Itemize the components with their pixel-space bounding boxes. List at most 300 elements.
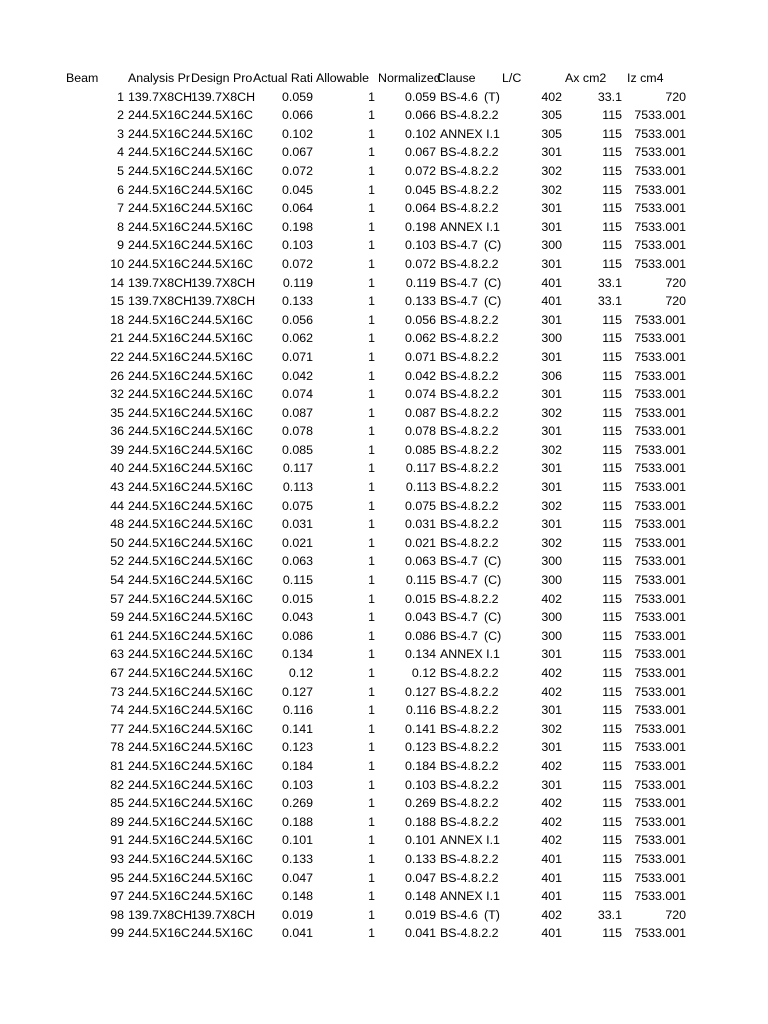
table-row	[0, 348, 768, 367]
cell-design-property: 244.5X16C	[191, 405, 254, 420]
cell-clause: BS-4.8.2.2	[440, 851, 499, 866]
cell-analysis-property: 244.5X16C	[128, 442, 191, 457]
cell-allowable: 1	[368, 554, 375, 569]
cell-beam: 67	[110, 666, 124, 680]
cell-beam: 77	[110, 721, 124, 736]
cell-analysis-property: 139.7X8CH	[128, 89, 193, 104]
header-row	[0, 69, 768, 88]
cell-analysis-property: 244.5X16C	[128, 349, 191, 364]
cell-clause-suffix: (T)	[484, 907, 500, 922]
cell-actual-ratio: 0.119	[282, 275, 313, 290]
cell-beam: 40	[110, 461, 124, 476]
cell-actual-ratio: 0.019	[281, 907, 313, 922]
cell-design-property: 244.5X16C	[191, 145, 254, 160]
cell-load-case: 300	[541, 238, 562, 253]
cell-normalized: 0.074	[404, 387, 436, 402]
cell-allowable: 1	[368, 405, 375, 420]
cell-iz: 7533.001	[634, 554, 686, 569]
cell-ax: 115	[602, 796, 622, 811]
cell-clause: ANNEX I.1	[440, 219, 500, 234]
cell-clause: BS-4.8.2.2	[440, 796, 499, 811]
header-analysis-property: Analysis Pr	[128, 71, 190, 85]
cell-ax: 115	[602, 740, 622, 755]
cell-iz: 7533.001	[634, 145, 686, 160]
cell-actual-ratio: 0.075	[281, 498, 313, 513]
cell-analysis-property: 139.7X8CH	[128, 294, 193, 309]
cell-analysis-property: 139.7X8CH	[128, 907, 193, 922]
table-row	[0, 143, 768, 162]
cell-actual-ratio: 0.031	[281, 517, 313, 532]
cell-beam: 82	[110, 777, 124, 792]
cell-actual-ratio: 0.087	[281, 405, 313, 420]
cell-normalized: 0.085	[404, 442, 436, 457]
cell-normalized: 0.064	[404, 201, 436, 216]
cell-allowable: 1	[368, 145, 375, 160]
cell-allowable: 1	[368, 480, 375, 495]
cell-load-case: 402	[541, 591, 562, 606]
cell-allowable: 1	[368, 777, 375, 792]
cell-design-property: 244.5X16C	[191, 312, 254, 327]
cell-analysis-property: 244.5X16C	[128, 889, 191, 904]
cell-clause-suffix: (C)	[484, 628, 502, 643]
cell-ax: 115	[602, 405, 622, 420]
cell-beam: 15	[110, 294, 124, 309]
cell-clause: BS-4.8.2.2	[440, 777, 499, 792]
cell-ax: 115	[602, 721, 622, 736]
cell-load-case: 301	[541, 740, 562, 755]
cell-iz: 7533.001	[634, 926, 686, 941]
cell-iz: 7533.001	[634, 814, 686, 829]
cell-clause: BS-4.8.2.2	[440, 517, 499, 532]
cell-design-property: 244.5X16C	[191, 833, 254, 848]
table-row	[0, 88, 768, 107]
cell-allowable: 1	[368, 312, 375, 327]
cell-design-property: 244.5X16C	[191, 424, 254, 439]
cell-analysis-property: 244.5X16C	[128, 163, 191, 178]
table-row	[0, 683, 768, 702]
table-row	[0, 515, 768, 534]
cell-load-case: 301	[541, 647, 562, 662]
table-row	[0, 720, 768, 739]
cell-beam: 22	[110, 349, 124, 364]
cell-load-case: 401	[541, 275, 562, 290]
cell-clause: BS-4.7	[440, 573, 478, 588]
cell-design-property: 244.5X16C	[191, 201, 254, 216]
cell-iz: 7533.001	[634, 238, 686, 253]
cell-iz: 7533.001	[634, 628, 686, 643]
cell-load-case: 301	[541, 517, 562, 532]
cell-allowable: 1	[368, 461, 375, 476]
cell-analysis-property: 244.5X16C	[128, 796, 191, 811]
table-row	[0, 757, 768, 776]
table-row	[0, 497, 768, 516]
cell-design-property: 244.5X16C	[191, 851, 254, 866]
table-row	[0, 627, 768, 646]
cell-ax: 115	[602, 517, 622, 532]
cell-allowable: 1	[368, 610, 375, 625]
cell-actual-ratio: 0.072	[281, 256, 313, 271]
table-row	[0, 924, 768, 943]
cell-normalized: 0.12	[411, 666, 436, 680]
cell-analysis-property: 244.5X16C	[128, 610, 191, 625]
cell-allowable: 1	[368, 108, 375, 123]
header-beam: Beam	[66, 71, 99, 85]
cell-beam: 89	[110, 814, 124, 829]
cell-design-property: 244.5X16C	[191, 554, 254, 569]
cell-normalized: 0.113	[405, 480, 436, 495]
cell-clause: BS-4.6	[440, 907, 478, 922]
cell-iz: 7533.001	[634, 535, 686, 550]
cell-iz: 7533.001	[634, 424, 686, 439]
cell-actual-ratio: 0.101	[281, 833, 313, 848]
cell-actual-ratio: 0.188	[281, 814, 313, 829]
cell-iz: 7533.001	[634, 703, 686, 718]
cell-normalized: 0.133	[404, 851, 436, 866]
cell-normalized: 0.021	[404, 535, 436, 550]
cell-analysis-property: 244.5X16C	[128, 833, 191, 848]
cell-actual-ratio: 0.123	[281, 740, 313, 755]
cell-design-property: 139.7X8CH	[191, 907, 256, 922]
cell-allowable: 1	[368, 498, 375, 513]
cell-ax: 115	[602, 480, 622, 495]
cell-normalized: 0.072	[404, 163, 436, 178]
cell-normalized: 0.062	[404, 331, 436, 346]
table-row	[0, 162, 768, 181]
cell-load-case: 301	[541, 312, 562, 327]
table-row	[0, 422, 768, 441]
cell-ax: 115	[602, 777, 622, 792]
cell-allowable: 1	[368, 684, 375, 699]
cell-analysis-property: 244.5X16C	[128, 535, 191, 550]
cell-analysis-property: 244.5X16C	[128, 721, 191, 736]
cell-allowable: 1	[368, 573, 375, 588]
cell-ax: 115	[602, 256, 622, 271]
cell-analysis-property: 244.5X16C	[128, 238, 191, 253]
table-row	[0, 404, 768, 423]
cell-clause: BS-4.8.2.2	[440, 926, 499, 941]
cell-clause-suffix: (C)	[484, 573, 502, 588]
cell-normalized: 0.116	[405, 703, 436, 718]
cell-load-case: 402	[541, 684, 562, 699]
cell-clause: BS-4.8.2.2	[440, 703, 499, 718]
cell-clause: BS-4.8.2.2	[440, 684, 499, 699]
cell-iz: 7533.001	[634, 219, 686, 234]
cell-actual-ratio: 0.066	[281, 108, 313, 123]
cell-beam: 54	[110, 573, 124, 588]
cell-ax: 115	[602, 201, 622, 216]
cell-beam: 73	[110, 684, 124, 699]
table-row	[0, 459, 768, 478]
header-ax: Ax cm2	[565, 71, 607, 85]
cell-beam: 36	[110, 424, 124, 439]
cell-ax: 115	[602, 851, 622, 866]
cell-actual-ratio: 0.041	[281, 926, 313, 941]
cell-analysis-property: 244.5X16C	[128, 758, 191, 773]
cell-clause: ANNEX I.1	[440, 889, 500, 904]
cell-load-case: 302	[541, 721, 562, 736]
cell-iz: 7533.001	[634, 349, 686, 364]
cell-clause: BS-4.7	[440, 238, 478, 253]
cell-clause-suffix: (C)	[484, 554, 502, 569]
table-row	[0, 199, 768, 218]
cell-clause: BS-4.8.2.2	[440, 442, 499, 457]
cell-clause: BS-4.8.2.2	[440, 740, 499, 755]
cell-beam: 26	[110, 368, 124, 383]
cell-beam: 50	[110, 535, 124, 550]
cell-ax: 115	[602, 870, 622, 885]
cell-actual-ratio: 0.141	[281, 721, 313, 736]
cell-load-case: 401	[541, 889, 562, 904]
cell-iz: 7533.001	[634, 405, 686, 420]
cell-load-case: 302	[541, 182, 562, 197]
cell-normalized: 0.067	[404, 145, 436, 160]
table-row	[0, 571, 768, 590]
cell-design-property: 244.5X16C	[191, 108, 254, 123]
table-row	[0, 218, 768, 237]
cell-design-property: 244.5X16C	[191, 870, 254, 885]
cell-iz: 7533.001	[634, 647, 686, 662]
cell-analysis-property: 244.5X16C	[128, 517, 191, 532]
results-sheet	[0, 69, 768, 943]
cell-load-case: 402	[541, 758, 562, 773]
cell-beam: 10	[110, 256, 124, 271]
cell-beam: 21	[110, 331, 124, 346]
cell-actual-ratio: 0.12	[288, 666, 313, 680]
cell-analysis-property: 244.5X16C	[128, 591, 191, 606]
cell-normalized: 0.042	[404, 368, 436, 383]
cell-actual-ratio: 0.198	[281, 219, 313, 234]
cell-load-case: 402	[541, 796, 562, 811]
cell-clause: BS-4.8.2.2	[440, 814, 499, 829]
cell-iz: 7533.001	[634, 312, 686, 327]
cell-beam: 3	[117, 126, 124, 141]
table-row	[0, 552, 768, 571]
cell-design-property: 244.5X16C	[191, 182, 254, 197]
table-row	[0, 776, 768, 795]
table-row	[0, 869, 768, 888]
header-actual-ratio: Actual Rati	[253, 71, 313, 85]
cell-design-property: 244.5X16C	[191, 498, 254, 513]
header-normalized: Normalized	[378, 71, 441, 85]
cell-allowable: 1	[368, 758, 375, 773]
cell-clause: BS-4.8.2.2	[440, 498, 499, 513]
cell-clause: BS-4.8.2.2	[440, 145, 499, 160]
cell-allowable: 1	[368, 796, 375, 811]
cell-load-case: 302	[541, 163, 562, 178]
cell-beam: 44	[110, 498, 124, 513]
cell-allowable: 1	[368, 442, 375, 457]
cell-analysis-property: 244.5X16C	[128, 573, 191, 588]
cell-ax: 115	[602, 461, 622, 476]
cell-clause: BS-4.8.2.2	[440, 163, 499, 178]
cell-clause: BS-4.8.2.2	[440, 405, 499, 420]
cell-iz: 7533.001	[634, 182, 686, 197]
cell-actual-ratio: 0.134	[281, 647, 313, 662]
cell-iz: 7533.001	[634, 461, 686, 476]
cell-beam: 57	[110, 591, 124, 606]
cell-normalized: 0.063	[404, 554, 436, 569]
cell-allowable: 1	[368, 889, 375, 904]
cell-allowable: 1	[368, 182, 375, 197]
cell-ax: 115	[602, 387, 622, 402]
cell-normalized: 0.117	[405, 461, 436, 476]
cell-actual-ratio: 0.127	[281, 684, 313, 699]
cell-beam: 52	[110, 554, 124, 569]
cell-analysis-property: 244.5X16C	[128, 331, 191, 346]
cell-load-case: 301	[541, 201, 562, 216]
cell-ax: 115	[602, 628, 622, 643]
cell-iz: 7533.001	[634, 498, 686, 513]
cell-load-case: 300	[541, 573, 562, 588]
cell-clause: ANNEX I.1	[440, 647, 500, 662]
cell-actual-ratio: 0.184	[281, 758, 313, 773]
cell-design-property: 244.5X16C	[191, 926, 254, 941]
cell-design-property: 244.5X16C	[191, 777, 254, 792]
cell-clause: BS-4.8.2.2	[440, 870, 499, 885]
cell-analysis-property: 244.5X16C	[128, 182, 191, 197]
table-row	[0, 906, 768, 925]
cell-design-property: 139.7X8CH	[191, 275, 256, 290]
cell-design-property: 244.5X16C	[191, 517, 254, 532]
cell-analysis-property: 244.5X16C	[128, 851, 191, 866]
table-row	[0, 292, 768, 311]
table-row	[0, 664, 768, 683]
cell-iz: 720	[665, 294, 686, 309]
cell-clause: BS-4.8.2.2	[440, 535, 499, 550]
cell-allowable: 1	[368, 535, 375, 550]
cell-beam: 32	[110, 387, 124, 402]
cell-clause: BS-4.8.2.2	[440, 256, 499, 271]
header-allowable: Allowable	[316, 71, 370, 85]
table-body	[0, 88, 768, 943]
cell-ax: 115	[602, 573, 622, 588]
cell-beam: 78	[110, 740, 124, 755]
cell-clause-suffix: (T)	[484, 89, 500, 104]
cell-ax: 115	[602, 368, 622, 383]
cell-load-case: 306	[541, 368, 562, 383]
cell-load-case: 301	[541, 219, 562, 234]
cell-analysis-property: 139.7X8CH	[128, 275, 193, 290]
cell-beam: 59	[110, 610, 124, 625]
cell-design-property: 244.5X16C	[191, 126, 254, 141]
cell-actual-ratio: 0.085	[281, 442, 313, 457]
cell-beam: 95	[110, 870, 124, 885]
cell-normalized: 0.148	[404, 889, 436, 904]
cell-beam: 2	[117, 108, 124, 123]
cell-allowable: 1	[368, 870, 375, 885]
cell-design-property: 244.5X16C	[191, 740, 254, 755]
cell-design-property: 139.7X8CH	[191, 294, 256, 309]
table-row	[0, 850, 768, 869]
cell-iz: 7533.001	[634, 201, 686, 216]
cell-clause: BS-4.8.2.2	[440, 721, 499, 736]
cell-design-property: 244.5X16C	[191, 666, 254, 680]
cell-ax: 115	[602, 591, 622, 606]
cell-allowable: 1	[368, 126, 375, 141]
cell-actual-ratio: 0.115	[282, 573, 313, 588]
cell-design-property: 244.5X16C	[191, 628, 254, 643]
cell-beam: 81	[110, 758, 124, 773]
cell-iz: 7533.001	[634, 480, 686, 495]
cell-normalized: 0.078	[404, 424, 436, 439]
cell-normalized: 0.075	[404, 498, 436, 513]
cell-design-property: 244.5X16C	[191, 256, 254, 271]
cell-analysis-property: 244.5X16C	[128, 219, 191, 234]
cell-ax: 33.1	[597, 275, 622, 290]
cell-allowable: 1	[368, 294, 375, 309]
cell-allowable: 1	[368, 721, 375, 736]
cell-ax: 115	[602, 442, 622, 457]
cell-normalized: 0.056	[404, 312, 436, 327]
cell-normalized: 0.101	[404, 833, 436, 848]
cell-allowable: 1	[368, 238, 375, 253]
cell-clause-suffix: (C)	[484, 294, 502, 309]
cell-allowable: 1	[368, 331, 375, 346]
cell-iz: 7533.001	[634, 256, 686, 271]
cell-ax: 115	[602, 349, 622, 364]
table-row	[0, 125, 768, 144]
cell-actual-ratio: 0.062	[281, 331, 313, 346]
cell-clause: BS-4.8.2.2	[440, 758, 499, 773]
cell-load-case: 301	[541, 461, 562, 476]
cell-ax: 115	[602, 554, 622, 569]
cell-allowable: 1	[368, 851, 375, 866]
cell-normalized: 0.127	[404, 684, 436, 699]
cell-iz: 7533.001	[634, 591, 686, 606]
cell-beam: 74	[110, 703, 124, 718]
cell-normalized: 0.047	[404, 870, 436, 885]
cell-design-property: 244.5X16C	[191, 721, 254, 736]
cell-load-case: 402	[541, 814, 562, 829]
cell-normalized: 0.102	[404, 126, 436, 141]
cell-allowable: 1	[368, 368, 375, 383]
cell-allowable: 1	[368, 628, 375, 643]
cell-ax: 33.1	[597, 294, 622, 309]
cell-actual-ratio: 0.059	[281, 89, 313, 104]
cell-ax: 115	[602, 703, 622, 718]
cell-actual-ratio: 0.042	[281, 368, 313, 383]
cell-analysis-property: 244.5X16C	[128, 554, 191, 569]
cell-ax: 115	[602, 145, 622, 160]
cell-analysis-property: 244.5X16C	[128, 777, 191, 792]
cell-load-case: 300	[541, 628, 562, 643]
table-row	[0, 255, 768, 274]
cell-allowable: 1	[368, 666, 375, 680]
cell-normalized: 0.045	[404, 182, 436, 197]
cell-ax: 115	[602, 833, 622, 848]
cell-design-property: 244.5X16C	[191, 684, 254, 699]
cell-analysis-property: 244.5X16C	[128, 145, 191, 160]
cell-actual-ratio: 0.117	[282, 461, 313, 476]
cell-ax: 115	[602, 331, 622, 346]
table-row	[0, 329, 768, 348]
cell-iz: 7533.001	[634, 758, 686, 773]
cell-beam: 4	[117, 145, 124, 160]
cell-load-case: 301	[541, 256, 562, 271]
cell-beam: 9	[117, 238, 124, 253]
cell-analysis-property: 244.5X16C	[128, 256, 191, 271]
cell-design-property: 244.5X16C	[191, 610, 254, 625]
cell-beam: 85	[110, 796, 124, 811]
table-row	[0, 608, 768, 627]
cell-iz: 7533.001	[634, 740, 686, 755]
cell-normalized: 0.019	[404, 907, 436, 922]
cell-load-case: 402	[541, 833, 562, 848]
cell-iz: 720	[665, 907, 686, 922]
cell-design-property: 244.5X16C	[191, 591, 254, 606]
cell-ax: 115	[602, 666, 622, 680]
header-clause: Clause	[437, 71, 476, 85]
